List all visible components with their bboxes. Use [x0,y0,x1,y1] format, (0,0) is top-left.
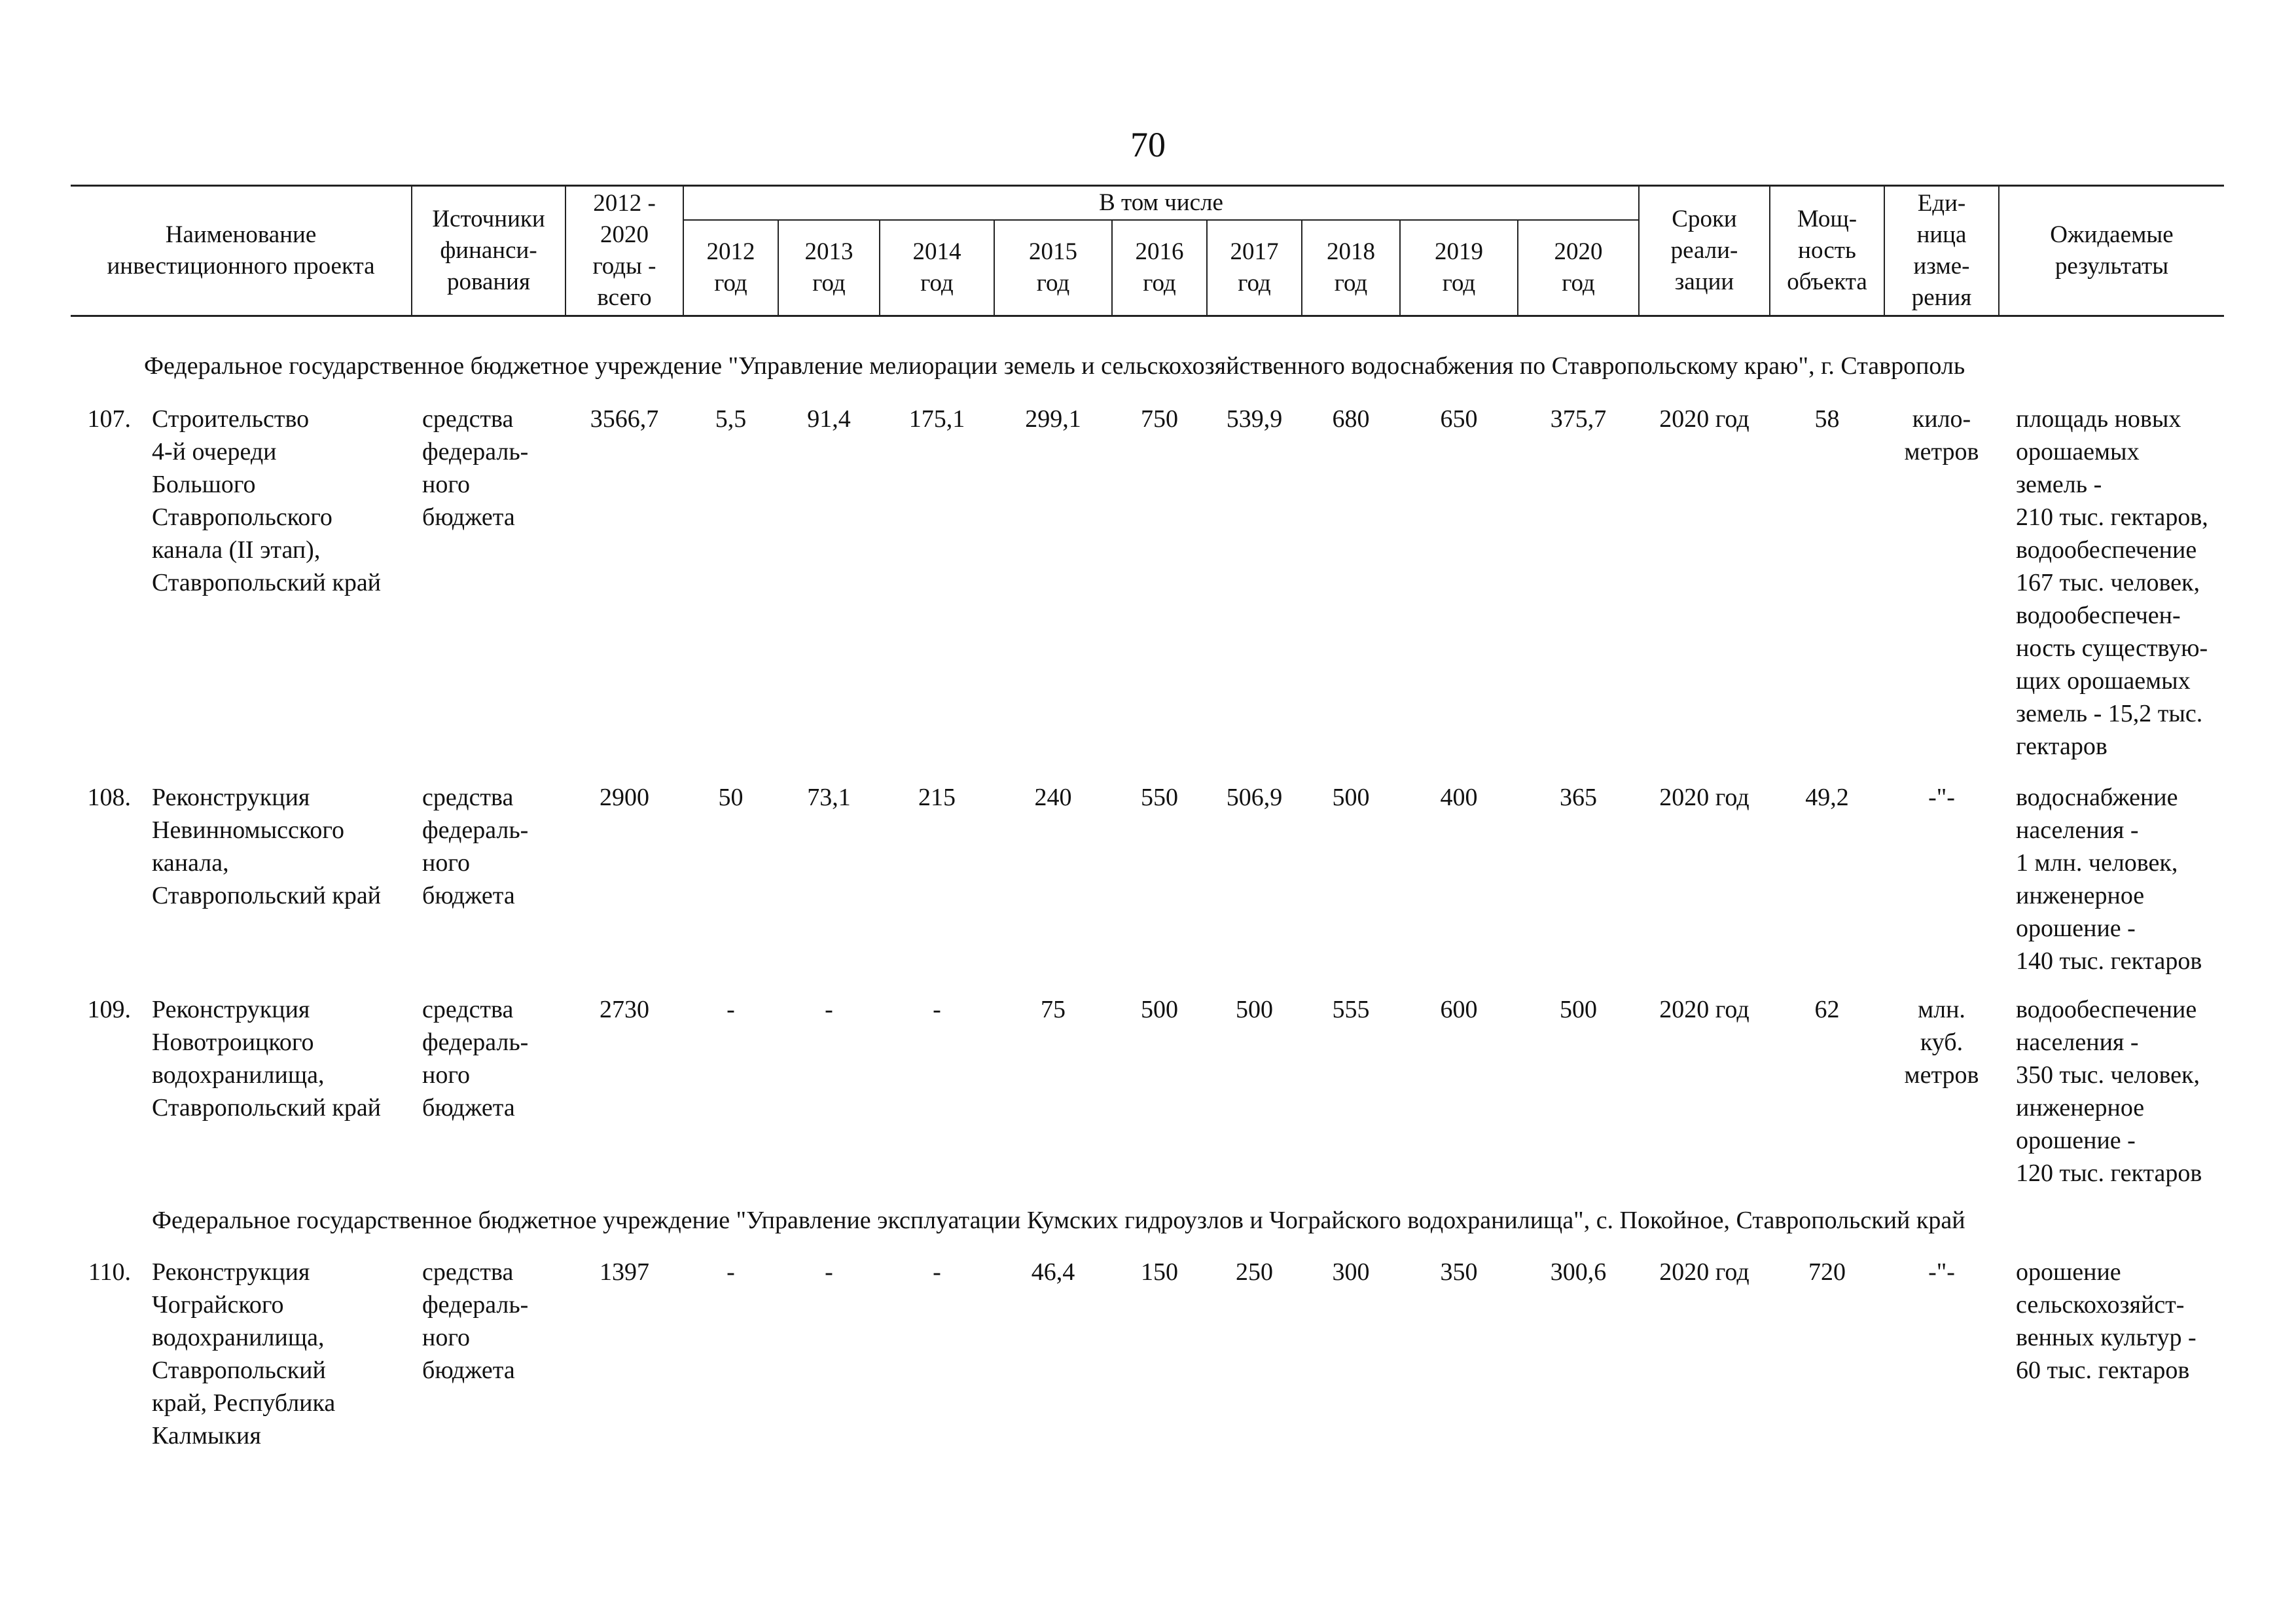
year-value: 600 [1440,996,1478,1023]
year-value: 375,7 [1550,405,1607,433]
year-value: 46,4 [1031,1258,1075,1286]
year-value: 5,5 [715,405,747,433]
project-name: Строительство 4-й очереди Большого Ставропольского канала (II этап), Ставропольский край [152,405,382,596]
implementation-term: 2020 год [1659,1258,1749,1286]
year-value: 75 [1041,996,1066,1023]
year-value: 73,1 [807,784,851,811]
header-including: В том числе [1099,189,1223,216]
year-value: 506,9 [1226,784,1283,811]
section-title: Федеральное государственное бюджетное учреждение "Управление эксплуатации Кумских гидроузлов и Чограйского водохранилища", с. Покойное, Ставропольский край [152,1207,1965,1234]
project-name: Реконструкция Чограйского водохранилища, Ставропольский край, Республика Калмыкия [152,1258,336,1450]
page-number: 70 [1130,125,1166,164]
header-year: 2015 год [1029,238,1077,297]
header-results: Ожидаемые результаты [2050,221,2174,280]
header-year: 2012 год [706,238,755,297]
year-value: 299,1 [1025,405,1081,433]
row-number: 109. [87,996,131,1023]
year-value: - [726,996,735,1023]
row-number: 108. [87,784,131,811]
header-year: 2019 год [1435,238,1483,297]
header-year: 2017 год [1230,238,1279,297]
header-year: 2018 год [1327,238,1375,297]
expected-result: водоснабжение населения - 1 млн. человек, инженерное орошение - 140 тыс. гектаров [2016,784,2202,975]
capacity-value: 49,2 [1805,784,1849,811]
header-sources: Источники финанси- рования [432,205,545,295]
funding-source: средства федераль- ного бюджета [422,784,529,909]
capacity-value: 62 [1814,996,1840,1023]
year-value: 50 [718,784,744,811]
total-value: 3566,7 [590,405,659,433]
expected-result: водообеспечение населения - 350 тыс. человек, инженерное орошение - 120 тыс. гектаров [2016,996,2202,1187]
funding-source: средства федераль- ного бюджета [422,1258,529,1384]
project-name: Реконструкция Невинномысского канала, Ставропольский край [152,784,382,909]
header-name: Наименование инвестиционного проекта [107,221,375,280]
year-value: 300 [1332,1258,1370,1286]
unit-value: -"- [1928,784,1955,811]
year-value: - [933,996,941,1023]
year-value: 750 [1141,405,1178,433]
year-value: 300,6 [1550,1258,1607,1286]
implementation-term: 2020 год [1659,996,1749,1023]
header-year: 2020 год [1554,238,1603,297]
year-value: 500 [1560,996,1597,1023]
expected-result: площадь новых орошаемых земель - 210 тыс. гектаров, водообеспечение 167 тыс. человек, водообеспечен- ность существую- щих орошаемых земель - 15,2 тыс. гектаров [2016,405,2208,760]
funding-source: средства федераль- ного бюджета [422,996,529,1122]
header-capacity: Мощ- ность объекта [1787,205,1867,295]
total-value: 2730 [600,996,649,1023]
implementation-term: 2020 год [1659,405,1749,433]
header-year: 2014 год [912,238,961,297]
project-name: Реконструкция Новотроицкого водохранилища, Ставропольский край [152,996,382,1122]
year-value: 150 [1141,1258,1178,1286]
year-value: 240 [1034,784,1072,811]
year-value: - [933,1258,941,1286]
unit-value: млн. куб. метров [1904,996,1979,1089]
implementation-term: 2020 год [1659,784,1749,811]
year-value: - [726,1258,735,1286]
capacity-value: 58 [1814,405,1840,433]
expected-result: орошение сельскохозяйст- венных культур - 60 тыс. гектаров [2016,1258,2197,1384]
capacity-value: 720 [1808,1258,1846,1286]
year-value: 680 [1332,405,1370,433]
year-value: 91,4 [807,405,851,433]
unit-value: кило- метров [1904,405,1979,465]
header-year: 2016 год [1135,238,1184,297]
year-value: 365 [1560,784,1597,811]
year-value: 215 [918,784,956,811]
year-value: 250 [1236,1258,1273,1286]
header-total: 2012 - 2020 годы - всего [592,189,656,311]
year-value: 500 [1141,996,1178,1023]
header-terms: Сроки реали- зации [1670,205,1738,295]
unit-value: -"- [1928,1258,1955,1286]
header-bottom-border [71,315,2224,317]
year-value: - [825,996,833,1023]
year-value: 539,9 [1226,405,1283,433]
year-value: 350 [1440,1258,1478,1286]
row-number: 110. [88,1258,131,1286]
total-value: 2900 [600,784,649,811]
year-value: 175,1 [908,405,965,433]
year-value: 650 [1440,405,1478,433]
year-value: 500 [1332,784,1370,811]
header-unit: Еди- ница изме- рения [1911,189,1972,311]
total-value: 1397 [600,1258,649,1286]
year-value: 500 [1236,996,1273,1023]
header-year: 2013 год [804,238,853,297]
section-title: Федеральное государственное бюджетное учреждение "Управление мелиорации земель и сельскохозяйственного водоснабжения по Ставропольскому краю", г. Ставрополь [144,352,1965,380]
row-number: 107. [87,405,131,433]
funding-source: средства федераль- ного бюджета [422,405,529,531]
year-value: 550 [1141,784,1178,811]
year-value: - [825,1258,833,1286]
year-value: 555 [1332,996,1370,1023]
year-value: 400 [1440,784,1478,811]
